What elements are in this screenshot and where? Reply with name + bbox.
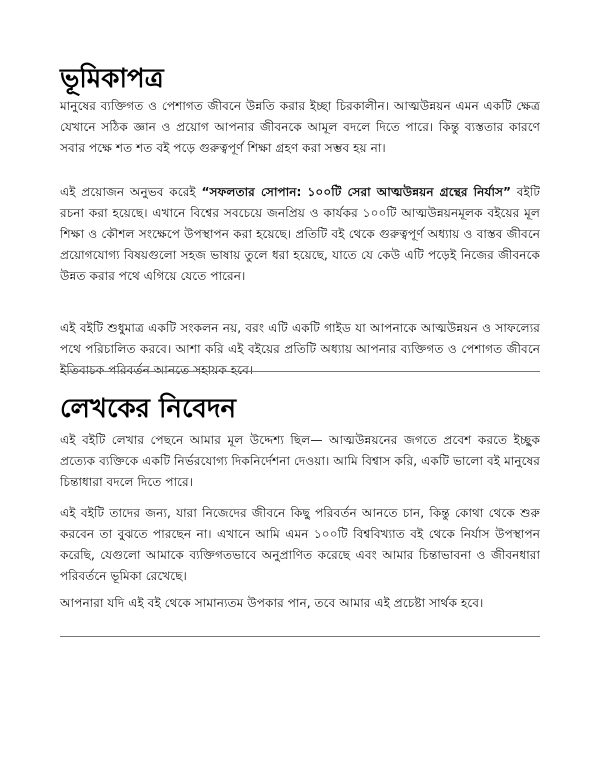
author-note-paragraph-1: [60, 430, 540, 493]
preface-paragraph-1: [60, 96, 540, 159]
preface-p2-lead: এই প্রয়োজন অনুভব করেই: [60, 185, 202, 199]
section-divider-2: [60, 636, 540, 637]
author-note-heading: লেখকের নিবেদন: [60, 394, 237, 424]
preface-paragraph-2-text: [60, 182, 540, 287]
author-note-paragraph-3-text: আপনারা যদি এই বই থেকে সামান্যতম উপকার পান, তবে আমার এই প্রচেষ্টা সার্থক হবে।: [60, 596, 484, 610]
author-note-section: [60, 394, 540, 425]
author-note-paragraph-2-text: এই বইটি তাদের জন্য, যারা নিজেদের জীবনে কিছু পরিবর্তন আনতে চান, কিন্তু কোথা থেকে শুরু করবেন তা বুঝতে পারছেন না। এখানে আমি এমন ১০০টি বিশ্ববিখ্যাত বই থেকে নির্যাস উপস্থাপন করেছি, যেগুলো আমাকে ব্যক্তিগতভাবে অনুপ্রাণিত করেছে এবং আমার চিন্তাভাবনা ও জীবনধারা পরিবর্তনে ভূমিকা রেখেছে।: [60, 506, 540, 583]
preface-section: [60, 64, 540, 95]
preface-paragraph-1-text: মানুষের ব্যক্তিগত ও পেশাগত জীবনে উন্নতি করার ইচ্ছা চিরকালীন। আত্মউন্নয়ন এমন একটি ক্ষেত্র যেখানে সঠিক জ্ঞান ও প্রয়োগ আপনার জীবনকে আমূল বদলে দিতে পারে। কিন্তু ব্যস্ততার কারণে সবার পক্ষে শত শত বই পড়ে গুরুত্বপূর্ণ শিক্ষা গ্রহণ করা সম্ভব হয় না।: [60, 99, 540, 155]
preface-p2-rest: বইটি রচনা করা হয়েছে। এখানে বিশ্বের সবচেয়ে জনপ্রিয় ও কার্যকর ১০০টি আত্মউন্নয়নমূলক বইয়ের মূল শিক্ষা ও কৌশল সংক্ষেপে উপস্থাপন করা হয়েছে। প্রতিটি বই থেকে গুরুত্বপূর্ণ অধ্যায় ও বাস্তব জীবনে প্রয়োগযোগ্য বিষয়গুলো সহজ ভাষায় তুলে ধরা হয়েছে, যাতে যে কেউ এটি পড়েই নিজের জীবনকে উন্নত করার পথে এগিয়ে যেতে পারেন।: [60, 185, 540, 283]
author-note-paragraph-2: [60, 503, 540, 587]
author-note-paragraph-1-text: এই বইটি লেখার পেছনে আমার মূল উদ্দেশ্য ছিল— আত্মউন্নয়নের জগতে প্রবেশ করতে ইচ্ছুক প্রত্যেক ব্যক্তিকে একটি নির্ভরযোগ্য দিকনির্দেশনা দেওয়া। আমি বিশ্বাস করি, একটি ভালো বই মানুষের চিন্তাধারা বদলে দিতে পারে।: [60, 433, 540, 489]
preface-paragraph-2: [60, 182, 540, 287]
preface-heading: ভূমিকাপত্র: [60, 64, 164, 94]
author-note-paragraph-3: [60, 593, 540, 614]
preface-paragraph-3-text: এই বইটি শুধুমাত্র একটি সংকলন নয়, বরং এটি একটি গাইড যা আপনাকে আত্মউন্নয়ন ও সাফল্যের পথে পরিচালিত করবে। আশা করি এই বইয়ের প্রতিটি অধ্যায় আপনার ব্যক্তিগত ও পেশাগত জীবনে ইতিবাচক পরিবর্তন আনতে সহায়ক হবে।: [60, 321, 540, 377]
section-divider-1: [60, 371, 540, 372]
book-title-quote: “সফলতার সোপান: ১০০টি সেরা আত্মউন্নয়ন গ্রন্থের নির্যাস”: [201, 185, 512, 199]
